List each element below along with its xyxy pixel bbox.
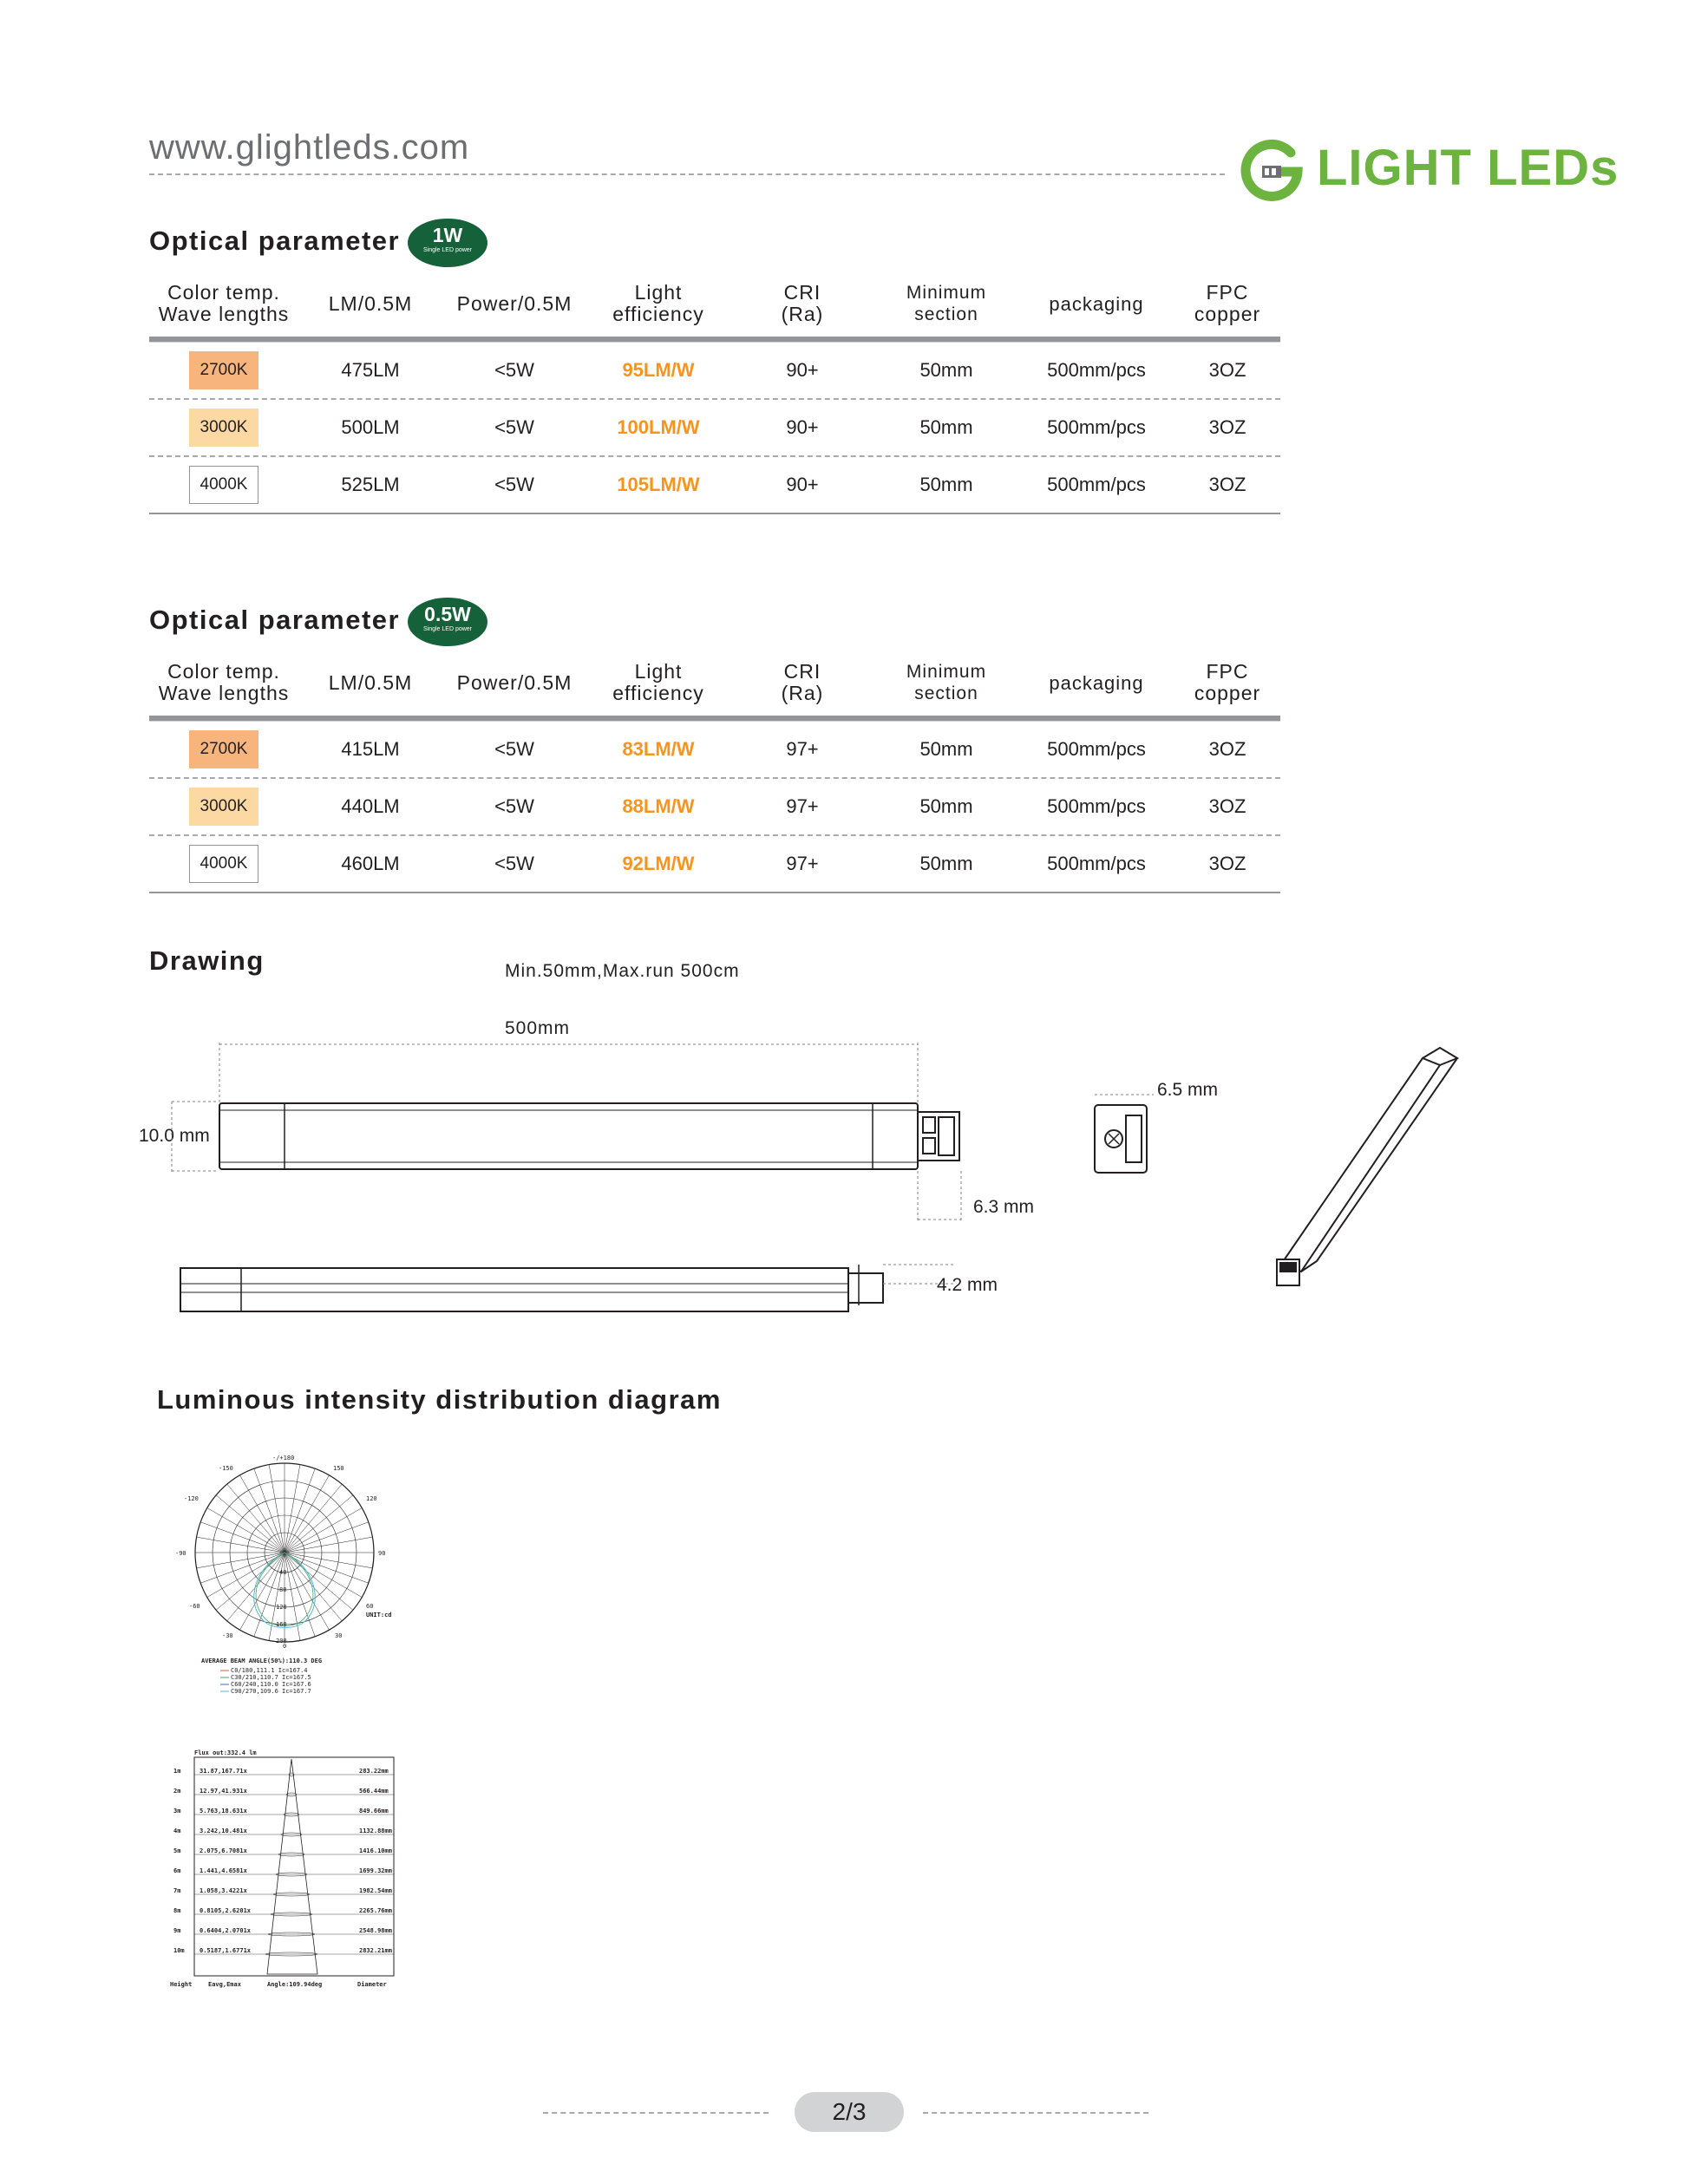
header-min-section: Minimum section (906, 283, 987, 324)
flux-footer-height: Height (170, 1981, 193, 1988)
table-header (149, 279, 1280, 337)
cell-power: <5W (494, 359, 534, 381)
run-length-note: Min.50mm,Max.run 500cm (505, 961, 740, 981)
cell-min: 50mm (919, 474, 973, 495)
cell-cri: 90+ (786, 416, 819, 438)
beam-angle: AVERAGE BEAM ANGLE(50%):110.3 DEG (201, 1658, 323, 1664)
polar-angle-label: 30 (335, 1632, 343, 1639)
header-fpc: FPC copper (1194, 281, 1261, 325)
table-body (149, 343, 1280, 514)
cell-lm: 525LM (341, 474, 400, 495)
cell-fpc: 3OZ (1208, 795, 1246, 817)
flux-row-d: 849.66mm (359, 1808, 389, 1815)
polar-value-label: 80 (279, 1586, 287, 1593)
cell-pack: 500mm/pcs (1047, 795, 1146, 817)
color-temp-swatch: 2700K (189, 351, 258, 389)
flux-row-d: 1132.88mm (359, 1828, 392, 1834)
table-row (149, 779, 1280, 836)
table-row (149, 400, 1280, 457)
polar-legend (220, 1667, 311, 1695)
footer-divider-right (923, 2112, 1148, 2114)
cell-eff: 100LM/W (617, 416, 700, 438)
header-rule (149, 716, 1280, 722)
badge-subtitle: Single LED power (422, 247, 473, 253)
polar-angle-label: 90 (378, 1550, 386, 1557)
color-temp-swatch: 4000K (189, 466, 258, 504)
dim-end-width: 6.5 mm (1157, 1080, 1219, 1100)
polar-angle-label: 0 (283, 1643, 287, 1650)
flux-title: Flux out:332.4 lm (194, 1749, 257, 1756)
dim-height: 10.0 mm (139, 1126, 210, 1146)
dim-thickness: 4.2 mm (937, 1275, 998, 1295)
cell-power: <5W (494, 474, 534, 495)
polar-unit: UNIT:cd (366, 1612, 392, 1618)
polar-angle-label: -120 (184, 1495, 199, 1502)
table-row (149, 722, 1280, 779)
polar-angle-label: 150 (333, 1465, 344, 1472)
polar-distribution-chart (173, 1455, 416, 1733)
header-lm: LM/0.5M (328, 670, 413, 694)
flux-row-d: 566.44mm (359, 1788, 389, 1795)
header-cri: CRI (Ra) (781, 660, 824, 704)
polar-angle-label: -/+180 (272, 1455, 295, 1461)
header-packaging: packaging (1049, 671, 1144, 694)
header-fpc: FPC copper (1194, 660, 1261, 704)
cell-power: <5W (494, 795, 534, 817)
flux-row-h: 7m (173, 1887, 181, 1894)
flux-row-e: 12.97,41.931x (200, 1788, 247, 1795)
flux-row-e: 1.441,4.6581x (200, 1867, 247, 1874)
cell-color-temp (149, 457, 298, 513)
flux-row-h: 10m (173, 1947, 185, 1954)
illuminance-cone-chart (165, 1749, 408, 2000)
cell-pack: 500mm/pcs (1047, 738, 1146, 760)
side-view-drawing (180, 1265, 956, 1311)
flux-row-h: 9m (173, 1927, 181, 1934)
cell-min: 50mm (919, 738, 973, 760)
polar-value-label: 160 (276, 1621, 287, 1628)
color-temp-swatch: 3000K (189, 788, 258, 826)
flux-row-d: 1982.54mm (359, 1887, 392, 1894)
flux-footer-eavg: Eavg,Emax (208, 1981, 241, 1988)
table-row (149, 457, 1280, 514)
cell-fpc: 3OZ (1208, 738, 1246, 760)
flux-row-d: 2832.21mm (359, 1947, 392, 1954)
flux-row-e: 1.058,3.4221x (200, 1887, 247, 1894)
cell-cri: 90+ (786, 474, 819, 495)
color-temp-swatch: 2700K (189, 730, 258, 768)
header-divider (149, 173, 1225, 175)
flux-row-h: 4m (173, 1828, 181, 1834)
cell-power: <5W (494, 738, 534, 760)
cell-color-temp (149, 400, 298, 455)
cell-min: 50mm (919, 416, 973, 438)
cell-eff: 83LM/W (622, 738, 695, 760)
flux-row-d: 1699.32mm (359, 1867, 392, 1874)
product-drawing (130, 1032, 1483, 1327)
cell-fpc: 3OZ (1208, 853, 1246, 874)
cell-pack: 500mm/pcs (1047, 416, 1146, 438)
header-color-temp: Color temp. Wave lengths (158, 660, 290, 704)
dim-end-length: 6.3 mm (973, 1197, 1035, 1217)
header-efficiency: Light efficiency (612, 281, 704, 325)
cone-rows (173, 1768, 394, 1956)
cell-lm: 440LM (341, 795, 400, 817)
cell-fpc: 3OZ (1208, 359, 1246, 381)
flux-row-h: 5m (173, 1847, 181, 1854)
cell-min: 50mm (919, 795, 973, 817)
top-view-drawing (172, 1043, 961, 1221)
flux-row-e: 31.87,167.71x (200, 1768, 247, 1775)
polar-angle-label: -30 (222, 1632, 233, 1639)
cell-min: 50mm (919, 359, 973, 381)
cell-lm: 500LM (341, 416, 400, 438)
flux-row-h: 1m (173, 1768, 181, 1775)
section-title-05w: Optical parameter (149, 605, 401, 635)
legend-entry: C60/240,110.0 Ic=167.6 (231, 1681, 311, 1688)
cell-cri: 97+ (786, 795, 819, 817)
color-temp-swatch: 3000K (189, 409, 258, 447)
badge-subtitle: Single LED power (422, 626, 473, 632)
flux-row-d: 2548.98mm (359, 1927, 392, 1934)
cell-fpc: 3OZ (1208, 416, 1246, 438)
cell-eff: 95LM/W (622, 359, 695, 381)
cell-lm: 415LM (341, 738, 400, 760)
flux-row-d: 283.22mm (359, 1768, 389, 1775)
cell-color-temp (149, 343, 298, 398)
header-lm: LM/0.5M (328, 291, 413, 315)
spec-table-1w (149, 279, 1280, 514)
cell-power: <5W (494, 853, 534, 874)
polar-angle-label: 60 (366, 1603, 374, 1610)
header-power: Power/0.5M (456, 291, 572, 315)
flux-row-h: 6m (173, 1867, 181, 1874)
end-view-drawing (1095, 1095, 1154, 1173)
footer-divider-left (543, 2112, 769, 2114)
header-cri: CRI (Ra) (781, 281, 824, 325)
polar-value-label: 200 (276, 1638, 287, 1645)
cell-eff: 105LM/W (617, 474, 700, 495)
page-number: 2/3 (795, 2092, 904, 2132)
color-temp-swatch: 4000K (189, 845, 258, 883)
section-title-1w: Optical parameter (149, 226, 401, 256)
cell-eff: 92LM/W (622, 853, 695, 874)
polar-angle-label: -90 (175, 1550, 186, 1557)
brand-logo-text: LIGHT LEDs (1317, 140, 1619, 196)
legend-entry: C0/180,111.1 Ic=167.4 (231, 1667, 308, 1674)
cell-eff: 88LM/W (622, 795, 695, 817)
drawing-title: Drawing (149, 945, 265, 976)
polar-value-label: 120 (276, 1604, 287, 1611)
cell-min: 50mm (919, 853, 973, 874)
polar-value-label: 40 (279, 1569, 287, 1576)
flux-row-e: 2.075,6.7081x (200, 1847, 247, 1854)
cell-cri: 97+ (786, 738, 819, 760)
legend-entry: C90/270,109.6 Ic=167.7 (231, 1688, 311, 1695)
logo-g-icon (1239, 137, 1306, 201)
polar-grid (195, 1463, 374, 1642)
header-efficiency: Light efficiency (612, 660, 704, 704)
header-power: Power/0.5M (456, 670, 572, 694)
dim-length: 500mm (505, 1018, 571, 1038)
flux-footer-angle: Angle:109.94deg (267, 1981, 323, 1988)
flux-footer-diameter: Diameter (357, 1981, 387, 1988)
cell-pack: 500mm/pcs (1047, 853, 1146, 874)
polar-angle-label: -150 (219, 1465, 233, 1472)
power-badge-1w (408, 219, 487, 267)
cell-cri: 90+ (786, 359, 819, 381)
flux-row-d: 1416.10mm (359, 1847, 392, 1854)
polar-angle-label: -60 (189, 1603, 200, 1610)
flux-row-h: 2m (173, 1788, 181, 1795)
flux-row-e: 3.242,10.481x (200, 1828, 247, 1834)
flux-row-h: 3m (173, 1808, 181, 1815)
table-body (149, 722, 1280, 893)
cell-cri: 97+ (786, 853, 819, 874)
header-min-section: Minimum section (906, 662, 987, 703)
cell-pack: 500mm/pcs (1047, 359, 1146, 381)
flux-row-d: 2265.76mm (359, 1907, 392, 1914)
flux-row-e: 0.8105,2.6201x (200, 1907, 252, 1914)
flux-row-e: 0.5187,1.6771x (200, 1947, 252, 1954)
luminous-title: Luminous intensity distribution diagram (157, 1384, 722, 1415)
cell-color-temp (149, 722, 298, 777)
polar-angle-label: 120 (366, 1495, 377, 1502)
cell-lm: 475LM (341, 359, 400, 381)
legend-entry: C30/210,110.7 Ic=167.5 (231, 1674, 311, 1681)
cell-power: <5W (494, 416, 534, 438)
cell-lm: 460LM (341, 853, 400, 874)
cell-pack: 500mm/pcs (1047, 474, 1146, 495)
table-header (149, 658, 1280, 716)
flux-row-e: 0.6404,2.0701x (200, 1927, 252, 1934)
flux-row-e: 5.763,18.631x (200, 1808, 247, 1815)
power-badge-05w (408, 598, 487, 646)
header-packaging: packaging (1049, 292, 1144, 315)
cell-color-temp (149, 779, 298, 834)
table-row (149, 836, 1280, 893)
spec-table-05w (149, 658, 1280, 893)
table-row (149, 343, 1280, 400)
cell-color-temp (149, 836, 298, 892)
cell-fpc: 3OZ (1208, 474, 1246, 495)
badge-value: 1W (432, 224, 463, 246)
header-color-temp: Color temp. Wave lengths (158, 281, 290, 325)
badge-value: 0.5W (424, 603, 471, 625)
website-url[interactable]: www.glightleds.com (149, 128, 470, 167)
header-rule (149, 337, 1280, 343)
flux-row-h: 8m (173, 1907, 181, 1914)
perspective-view-drawing (1277, 1048, 1457, 1285)
